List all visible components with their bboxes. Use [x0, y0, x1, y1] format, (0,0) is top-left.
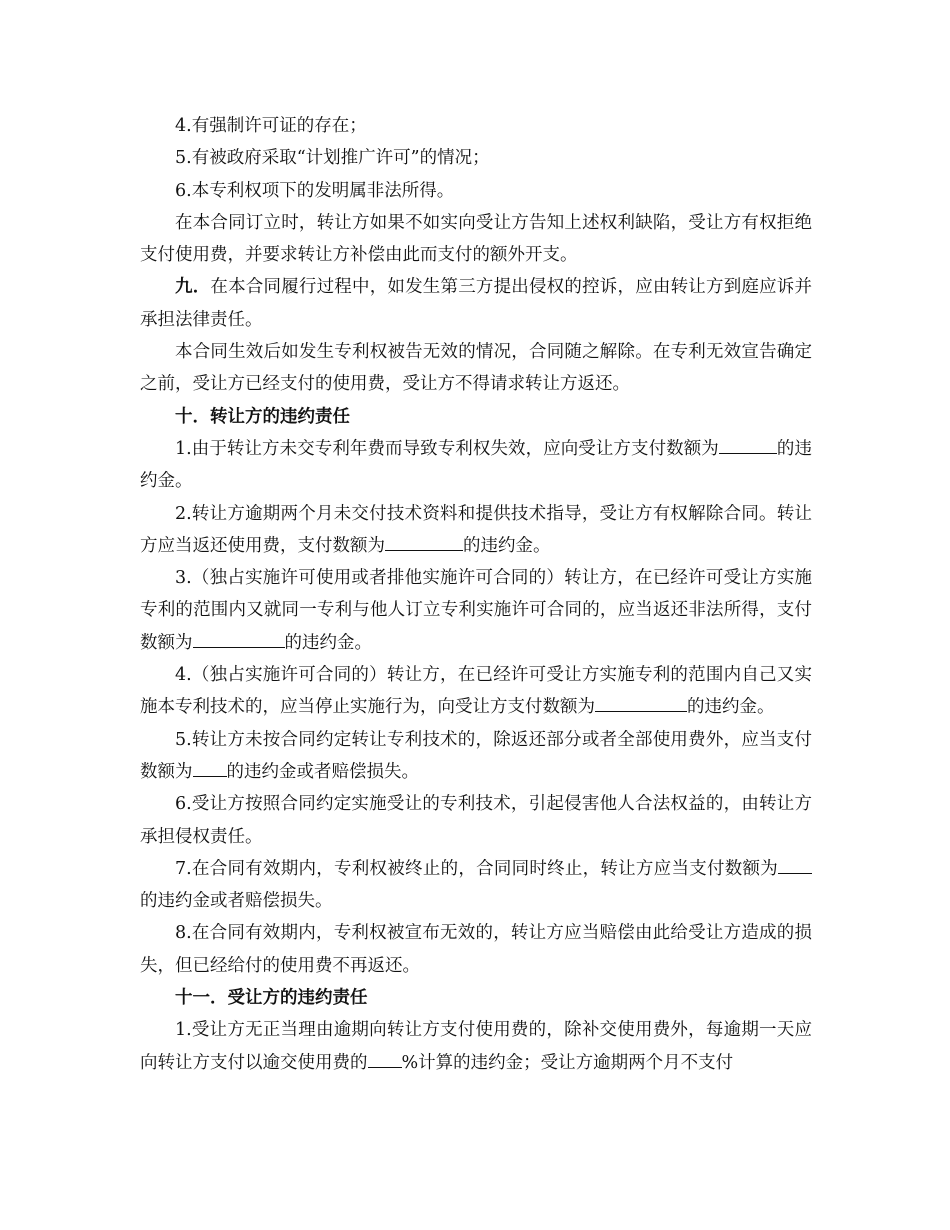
document-body [140, 110, 812, 1079]
section-10-heading: 十．转让方的违约责任 [175, 406, 350, 427]
liability-item-5 [140, 724, 812, 789]
amount-blank[interactable] [778, 853, 812, 874]
amount-blank[interactable] [385, 530, 463, 551]
clause-item-6: 6.本专利权项下的发明属非法所得。 [175, 180, 455, 201]
liability-item-2-tail: 的违约金。 [463, 535, 551, 556]
liability-item-8: 8.在合同有效期内，专利权被宣布无效的，转让方应当赔偿由此给受让方造成的损失，但已经给付的使用费不再返还。 [140, 923, 812, 976]
paragraph-disclosure: 在本合同订立时，转让方如果不如实向受让方告知上述权利缺陷，受让方有权拒绝支付使用费，并要求转让方补偿由此而支付的额外开支。 [140, 212, 812, 266]
percent-blank[interactable] [368, 1047, 402, 1068]
liability-item-3 [140, 562, 812, 659]
section-9-number: 九． [175, 277, 211, 298]
amount-blank[interactable] [193, 756, 227, 777]
section-11-heading: 十一．受让方的违约责任 [175, 988, 368, 1009]
liability-item-1-text: 1.由于转让方未交专利年费而导致专利权失效，应向受让方支付数额为 [175, 438, 719, 459]
section-9-paragraph [140, 271, 812, 336]
licensee-liability-item-1 [140, 1014, 812, 1079]
liability-item-7-tail: 的违约金或者赔偿损失。 [140, 891, 333, 912]
clause-item-4: 4.有强制许可证的存在； [175, 116, 367, 136]
liability-item-3-tail: 的违约金。 [284, 632, 372, 653]
amount-blank[interactable] [595, 691, 687, 712]
liability-item-5-text: 5.转让方未按合同约定转让专利技术的，除返还部分或者全部使用费外，应当支付数额为 [140, 729, 812, 782]
liability-item-1 [140, 433, 812, 498]
liability-item-7-text: 7.在合同有效期内，专利权被终止的，合同同时终止，转让方应当支付数额为 [175, 858, 778, 879]
liability-item-2 [140, 498, 812, 563]
liability-item-4-tail: 的违约金。 [687, 697, 775, 718]
liability-item-4-text: 4.（独占实施许可合同的）转让方，在已经许可受让方实施专利的范围内自己又实施本专利技术的，应当停止实施行为，向受让方支付数额为 [140, 665, 812, 718]
section-9-text: 在本合同履行过程中，如发生第三方提出侵权的控诉，应由转让方到庭应诉并承担法律责任。 [140, 277, 813, 330]
liability-item-6: 6.受让方按照合同约定实施受让的专利技术，引起侵害他人合法权益的，由转让方承担侵权责任。 [140, 794, 812, 847]
liability-item-1-tail: 的违约金。 [140, 438, 812, 492]
liability-item-2-text: 2.转让方逾期两个月未交付技术资料和提供技术指导，受让方有权解除合同。转让方应当返还使用费，支付数额为 [140, 503, 812, 556]
licensee-liability-item-1-text: 1.受让方无正当理由逾期向转让方支付使用费的，除补交使用费外，每逾期一天应向转让方支付以逾交使用费的 [140, 1020, 812, 1073]
paragraph-invalidation: 本合同生效后如发生专利权被告无效的情况，合同随之解除。在专利无效宣告确定之前，受让方已经支付的使用费，受让方不得请求转让方返还。 [140, 342, 812, 395]
liability-item-3-text: 3.（独占实施许可使用或者排他实施许可合同的）转让方，在已经许可受让方实施专利的范围内又就同一专利与他人订立专利实施许可合同的，应当返还非法所得，支付数额为 [140, 568, 812, 653]
liability-item-4 [140, 659, 812, 724]
amount-blank[interactable] [719, 433, 777, 454]
clause-item-5: 5.有被政府采取“计划推广许可”的情况； [175, 148, 490, 169]
licensee-liability-item-1-tail: %计算的违约金；受让方逾期两个月不支付 [401, 1052, 734, 1073]
amount-blank[interactable] [193, 627, 285, 648]
liability-item-7 [140, 853, 812, 918]
liability-item-5-tail: 的违约金或者赔偿损失。 [226, 761, 419, 782]
